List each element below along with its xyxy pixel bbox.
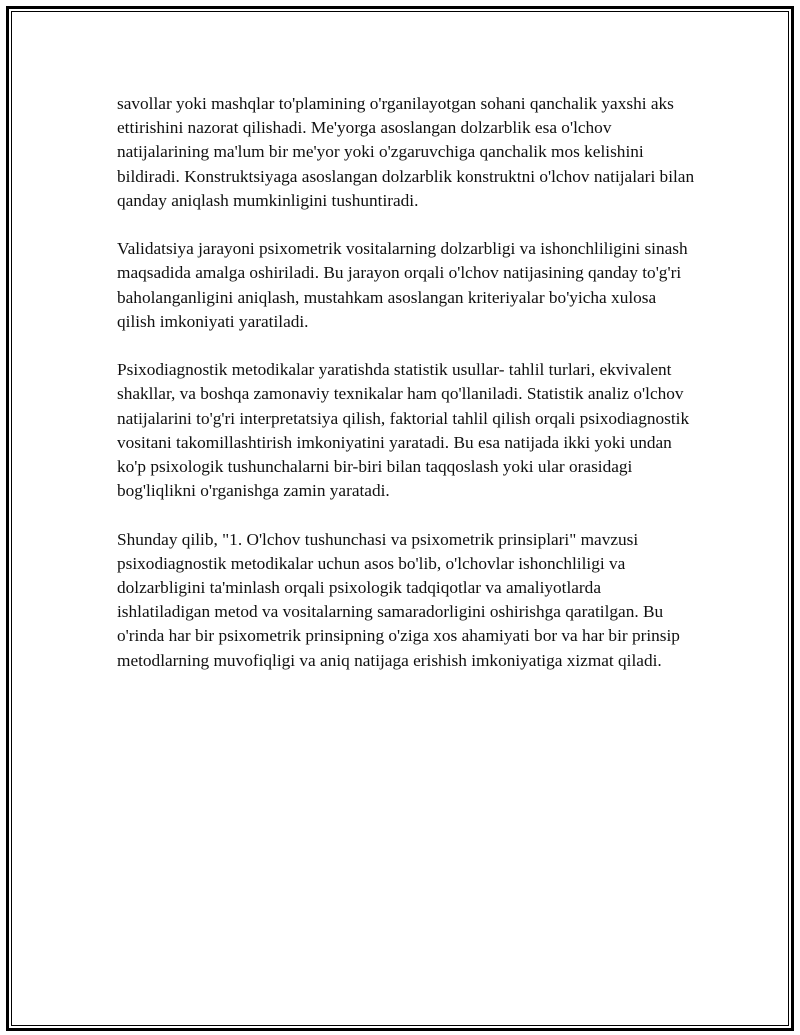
document-body: [117, 92, 697, 697]
paragraph-1: savollar yoki mashqlar to'plamining o'rganilayotgan sohani qanchalik yaxshi aks ettirishini nazorat qilishadi. Me'yorga asoslangan dolzarblik esa o'lchov natijalarining ma'lum bir me'yor yoki o'zgaruvchiga qanchalik mos kelishini bildiradi. Konstruktsiyaga asoslangan dolzarblik konstruktni o'lchov natijalari bilan qanday aniqlash mumkinligini tushuntiradi.: [117, 94, 695, 210]
paragraph-4: Shunday qilib, "1. O'lchov tushunchasi va psixometrik prinsiplari" mavzusi psixodiagnostik metodikalar uchun asos bo'lib, o'lchovlar ishonchliligi va dolzarbligini ta'minlash orqali psixologik tadqiqotlar va amaliyotlarda ishlatiladigan metod va vositalarning samaradorligini oshirishga qaratilgan. Bu o'rinda har bir psixometrik prinsipning o'ziga xos ahamiyati bor va har bir prinsip metodlarning muvofiqligi va aniq natijaga erishish imkoniyatiga xizmat qiladi.: [117, 529, 680, 670]
paragraph-2: Validatsiya jarayoni psixometrik vositalarning dolzarbligi va ishonchliligini sinash maqsadida amalga oshiriladi. Bu jarayon orqali o'lchov natijasining qanday to'g'ri baholanganligini aniqlash, mustahkam asoslangan kriteriyalar bo'yicha xulosa qilish imkoniyati yaratiladi.: [117, 239, 688, 331]
paragraph-3: Psixodiagnostik metodikalar yaratishda statistik usullar- tahlil turlari, ekvivalent shakllar, va boshqa zamonaviy texnikalar ham qo'llaniladi. Statistik analiz o'lchov natijalarini to'g'ri interpretatsiya qilish, faktorial tahlil qilish orqali psixodiagnostik vositani takomillashtirish imkoniyatini yaratadi. Bu esa natijada ikki yoki undan ko'p psixologik tushunchalarni bir-biri bilan taqqoslash yoki ular orasidagi bog'liqlikni o'rganishga zamin yaratadi.: [117, 360, 690, 501]
